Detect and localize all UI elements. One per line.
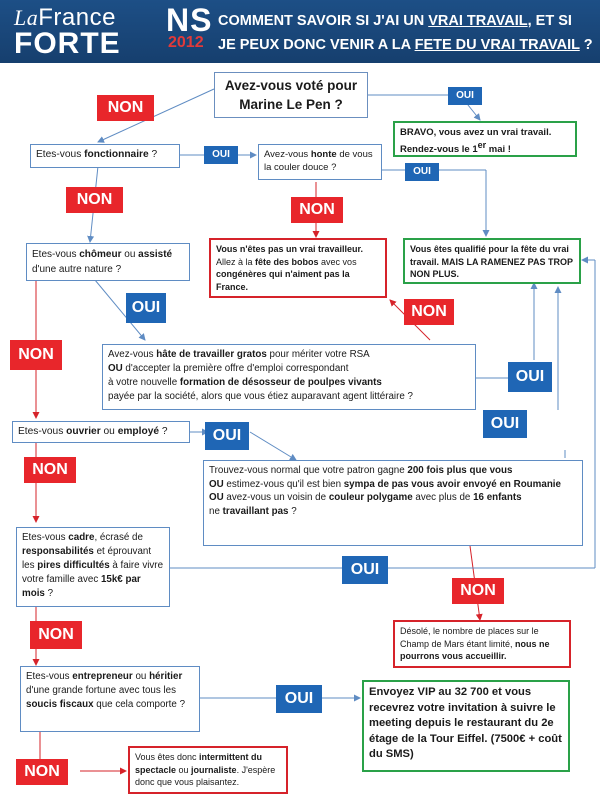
oui-badge: OUI <box>405 163 439 181</box>
non-badge: NON <box>404 299 454 325</box>
result-intermittent: Vous êtes donc intermittent du spectacle ou journaliste. J'espère donc que vous plaisantez. <box>128 746 288 794</box>
question-cadre: Etes-vous cadre, écrasé de responsabilités et éprouvant les pires difficultés à faire vivre votre famille avec 15k€ par mois ? <box>16 527 170 607</box>
non-badge: NON <box>97 95 154 121</box>
non-badge: NON <box>66 187 123 213</box>
ns-logo: NS <box>166 2 213 38</box>
question-entrepreneur: Etes-vous entrepreneur ou héritier d'une grande fortune avec tous les soucis fiscaux que cela comporte ? <box>20 666 200 732</box>
oui-badge: OUI <box>342 556 388 584</box>
question-fonctionnaire: Etes-vous fonctionnaire ? <box>30 144 180 168</box>
headline-line-2: JE PEUX DONC VENIR A LA FETE DU VRAI TRAVAIL ? <box>218 37 593 53</box>
question-chomeur: Etes-vous chômeur ou assisté d'une autre nature ? <box>26 243 190 281</box>
result-bravo: BRAVO, vous avez un vrai travail. Rendez-vous le 1er mai ! <box>393 121 577 157</box>
logo-forte: FORTE <box>14 27 121 60</box>
oui-badge: OUI <box>483 410 527 438</box>
result-qualifie: Vous êtes qualifié pour la fête du vrai travail. MAIS LA RAMENEZ PAS TROP NON PLUS. <box>403 238 581 284</box>
question-patron: Trouvez-vous normal que votre patron gagne 200 fois plus que vous OU estimez-vous qu'il est bien sympa de pas vous avoir envoyé en Roumanie OU avez-vous un voisin de couleur polygame avec plus de 16 enfants ne travaillant pas ? <box>203 460 583 546</box>
question-hate-travailler: Avez-vous hâte de travailler gratos pour mériter votre RSA OU d'accepter la première offre d'emploi correspondant à votre nouvelle formation de désosseur de poulpes vivants payée par la société, alors que vous étiez auparavant agent littéraire ? <box>102 344 476 410</box>
ns-year: 2012 <box>168 34 204 51</box>
result-desole: Désolé, le nombre de places sur le Champ de Mars étant limité, nous ne pourrons vous accueillir. <box>393 620 571 668</box>
question-honte: Avez-vous honte de vous la couler douce ? <box>258 144 382 180</box>
oui-badge: OUI <box>276 685 322 713</box>
non-badge: NON <box>452 578 504 604</box>
non-badge: NON <box>30 621 82 649</box>
oui-badge: OUI <box>126 293 166 323</box>
non-badge: NON <box>24 457 76 483</box>
oui-badge: OUI <box>204 146 238 164</box>
oui-badge: OUI <box>205 422 249 450</box>
result-pas-vrai-travailleur: Vous n'êtes pas un vrai travailleur. Allez à la fête des bobos avec vos congénères qui n'aiment pas la France. <box>209 238 387 298</box>
headline-line-1: COMMENT SAVOIR SI J'AI UN VRAI TRAVAIL, ET SI <box>218 13 572 29</box>
non-badge: NON <box>16 759 68 785</box>
logo-la-france: LaFrance <box>14 4 116 31</box>
question-ouvrier: Etes-vous ouvrier ou employé ? <box>12 421 190 443</box>
oui-badge: OUI <box>508 362 552 392</box>
non-badge: NON <box>10 340 62 370</box>
question-vote-marine: Avez-vous voté pour Marine Le Pen ? <box>214 72 368 118</box>
oui-badge: OUI <box>448 87 482 105</box>
result-vip: Envoyez VIP au 32 700 et vous recevrez votre invitation à suivre le meeting depuis le restaurant du 2e étage de la Tour Eiffel. (7500€ + coût du SMS) <box>362 680 570 772</box>
non-badge: NON <box>291 197 343 223</box>
